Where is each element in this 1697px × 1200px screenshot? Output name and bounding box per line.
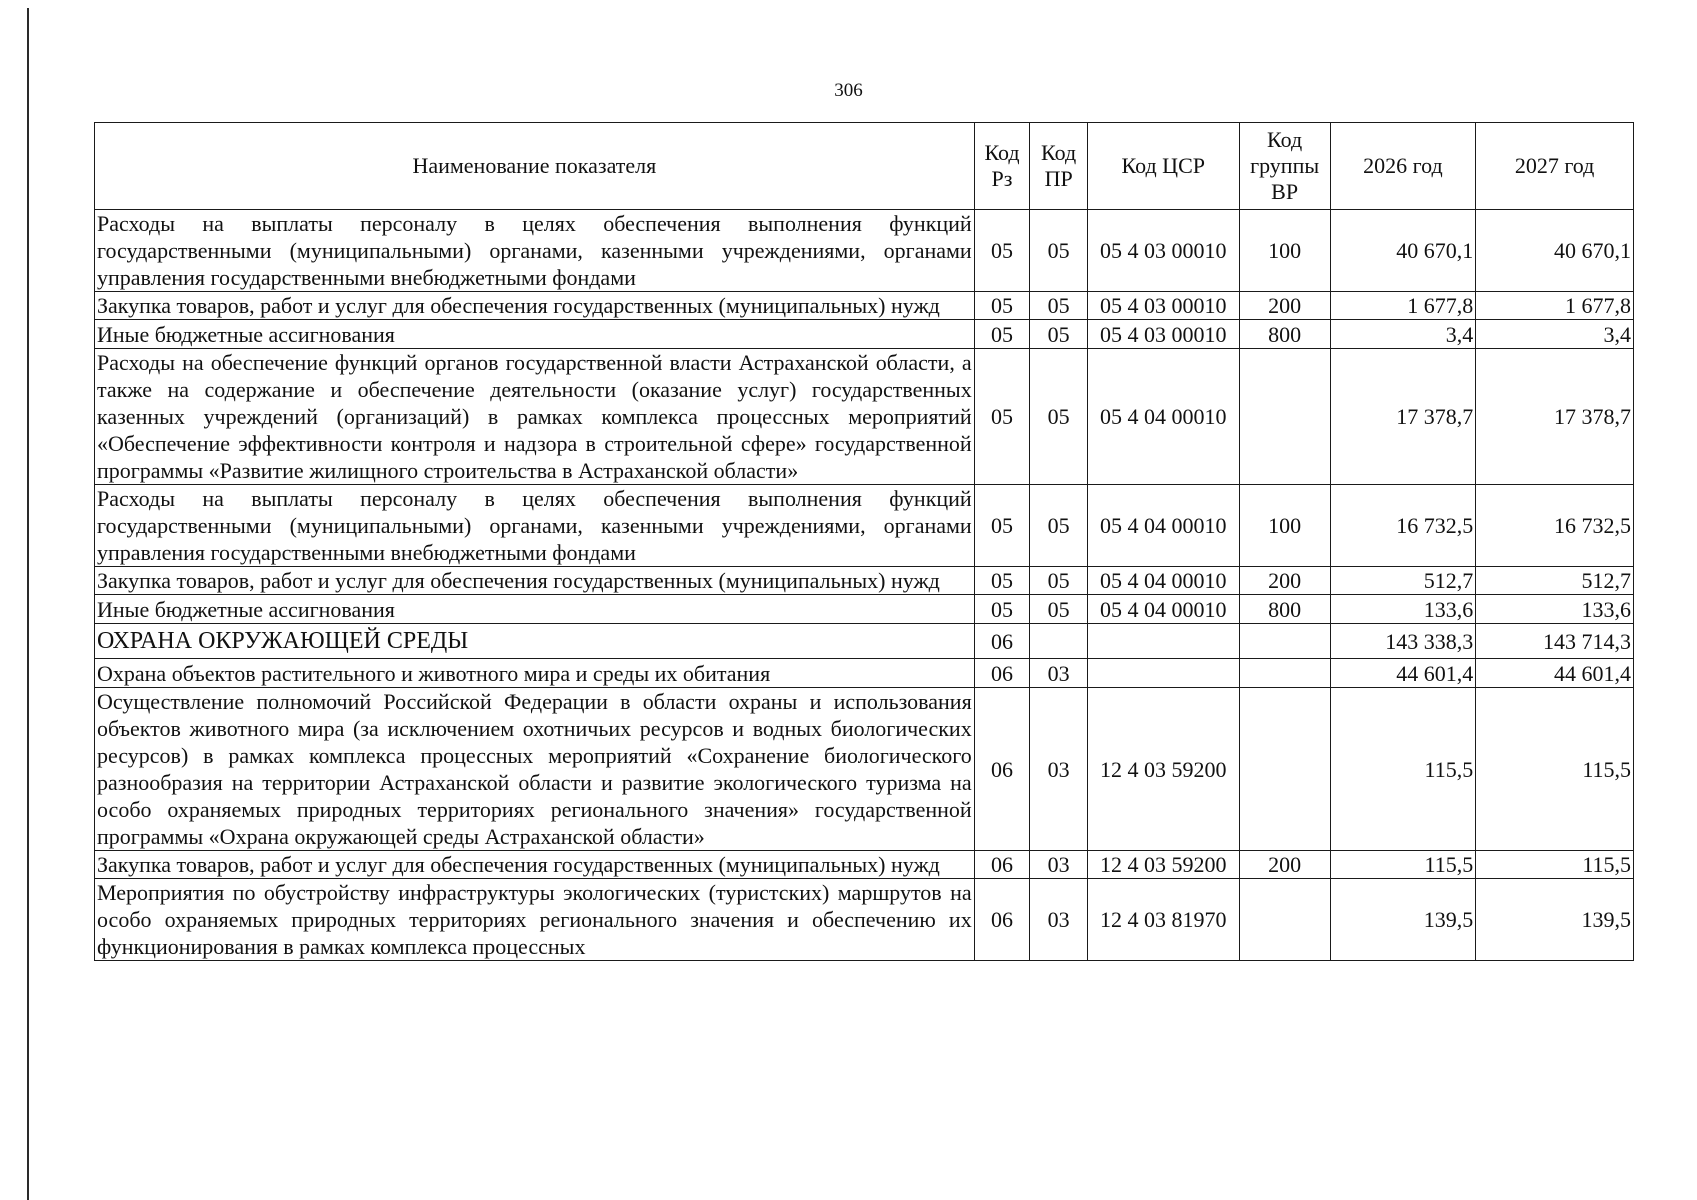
row-vr: [1239, 659, 1330, 688]
row-2027: 115,5: [1476, 688, 1634, 851]
table-row: [95, 879, 1634, 961]
table-row: [95, 210, 1634, 292]
row-2027: 16 732,5: [1476, 485, 1634, 567]
row-2026: 40 670,1: [1330, 210, 1476, 292]
row-2027: 133,6: [1476, 595, 1634, 624]
row-vr: [1239, 879, 1330, 961]
row-rz: 06: [974, 879, 1030, 961]
row-csr: [1087, 624, 1239, 659]
row-pr: 03: [1030, 851, 1088, 879]
row-name: Расходы на выплаты персоналу в целях обеспечения выполнения функций государственными (муниципальными) органами, казенными учреждениями, органами управления государственными внебюджетными фондами: [95, 210, 975, 292]
row-rz: 06: [974, 688, 1030, 851]
row-name: ОХРАНА ОКРУЖАЮЩЕЙ СРЕДЫ: [95, 624, 975, 659]
row-csr: 12 4 03 81970: [1087, 879, 1239, 961]
row-2026: 3,4: [1330, 320, 1476, 349]
row-2026: 16 732,5: [1330, 485, 1476, 567]
header-pr: Код ПР: [1030, 123, 1088, 210]
row-2027: 139,5: [1476, 879, 1634, 961]
row-name: Иные бюджетные ассигнования: [95, 595, 975, 624]
row-csr: 12 4 03 59200: [1087, 851, 1239, 879]
row-pr: 03: [1030, 879, 1088, 961]
row-rz: 05: [974, 567, 1030, 595]
row-2026: 133,6: [1330, 595, 1476, 624]
row-2026: 17 378,7: [1330, 349, 1476, 485]
row-csr: 12 4 03 59200: [1087, 688, 1239, 851]
row-name: Иные бюджетные ассигнования: [95, 320, 975, 349]
row-2026: 512,7: [1330, 567, 1476, 595]
header-2026: 2026 год: [1330, 123, 1476, 210]
row-rz: 06: [974, 659, 1030, 688]
row-csr: 05 4 03 00010: [1087, 210, 1239, 292]
row-2026: 115,5: [1330, 688, 1476, 851]
row-rz: 06: [974, 624, 1030, 659]
row-pr: [1030, 624, 1088, 659]
row-vr: 800: [1239, 320, 1330, 349]
row-2027: 115,5: [1476, 851, 1634, 879]
row-pr: 05: [1030, 567, 1088, 595]
row-rz: 05: [974, 320, 1030, 349]
row-2027: 1 677,8: [1476, 292, 1634, 320]
header-2027: 2027 год: [1476, 123, 1634, 210]
row-name: Расходы на обеспечение функций органов государственной власти Астраханской области, а также на содержание и обеспечение деятельности (оказание услуг) государственных казенных учреждений (организаций) в рамках комплекса процессных мероприятий «Обеспечение эффективности контроля и надзора в строительной сфере» государственной программы «Развитие жилищного строительства в Астраханской области»: [95, 349, 975, 485]
table-row: [95, 320, 1634, 349]
table-row-section: [95, 624, 1634, 659]
row-csr: 05 4 04 00010: [1087, 567, 1239, 595]
row-name: Мероприятия по обустройству инфраструктуры экологических (туристских) маршрутов на особо охраняемых природных территориях регионального значения и обеспечению их функционирования в рамках комплекса процессных: [95, 879, 975, 961]
row-csr: 05 4 04 00010: [1087, 595, 1239, 624]
row-csr: [1087, 659, 1239, 688]
row-vr: 100: [1239, 210, 1330, 292]
row-csr: 05 4 03 00010: [1087, 320, 1239, 349]
header-csr: Код ЦСР: [1087, 123, 1239, 210]
row-pr: 03: [1030, 659, 1088, 688]
row-vr: 200: [1239, 292, 1330, 320]
row-rz: 05: [974, 485, 1030, 567]
row-name: Расходы на выплаты персоналу в целях обеспечения выполнения функций государственными (муниципальными) органами, казенными учреждениями, органами управления государственными внебюджетными фондами: [95, 485, 975, 567]
header-name: Наименование показателя: [95, 123, 975, 210]
row-rz: 05: [974, 349, 1030, 485]
page-number: 306: [834, 80, 863, 101]
row-pr: 05: [1030, 349, 1088, 485]
row-name: Закупка товаров, работ и услуг для обеспечения государственных (муниципальных) нужд: [95, 292, 975, 320]
row-2027: 17 378,7: [1476, 349, 1634, 485]
table-row: [95, 349, 1634, 485]
header-rz: Код Рз: [974, 123, 1030, 210]
row-vr: 100: [1239, 485, 1330, 567]
row-csr: 05 4 04 00010: [1087, 349, 1239, 485]
row-2027: 3,4: [1476, 320, 1634, 349]
row-vr: 800: [1239, 595, 1330, 624]
table-header-row: [95, 123, 1634, 210]
row-2027: 40 670,1: [1476, 210, 1634, 292]
table-row: [95, 595, 1634, 624]
row-name: Осуществление полномочий Российской Федерации в области охраны и использования объектов животного мира (за исключением охотничьих ресурсов и водных биологических ресурсов) в рамках комплекса процессных мероприятий «Сохранение биологического разнообразия на территории Астраханской области и развитие экологического туризма на особо охраняемых природных территориях регионального значения» государственной программы «Охрана окружающей среды Астраханской области»: [95, 688, 975, 851]
row-2027: 143 714,3: [1476, 624, 1634, 659]
table-row: [95, 292, 1634, 320]
row-pr: 03: [1030, 688, 1088, 851]
row-rz: 05: [974, 595, 1030, 624]
row-2026: 139,5: [1330, 879, 1476, 961]
row-csr: 05 4 04 00010: [1087, 485, 1239, 567]
row-vr: [1239, 688, 1330, 851]
row-2026: 1 677,8: [1330, 292, 1476, 320]
table-row: [95, 659, 1634, 688]
row-rz: 05: [974, 292, 1030, 320]
row-2027: 512,7: [1476, 567, 1634, 595]
header-vr: Код группы ВР: [1239, 123, 1330, 210]
row-2026: 115,5: [1330, 851, 1476, 879]
table-row: [95, 485, 1634, 567]
row-2027: 44 601,4: [1476, 659, 1634, 688]
table-row: [95, 688, 1634, 851]
row-csr: 05 4 03 00010: [1087, 292, 1239, 320]
left-margin-line: [27, 8, 29, 1200]
table-row: [95, 851, 1634, 879]
row-pr: 05: [1030, 485, 1088, 567]
row-vr: [1239, 624, 1330, 659]
row-name: Закупка товаров, работ и услуг для обеспечения государственных (муниципальных) нужд: [95, 851, 975, 879]
row-name: Закупка товаров, работ и услуг для обеспечения государственных (муниципальных) нужд: [95, 567, 975, 595]
row-pr: 05: [1030, 595, 1088, 624]
table-row: [95, 567, 1634, 595]
row-vr: 200: [1239, 851, 1330, 879]
row-2026: 44 601,4: [1330, 659, 1476, 688]
row-pr: 05: [1030, 320, 1088, 349]
row-rz: 06: [974, 851, 1030, 879]
row-pr: 05: [1030, 210, 1088, 292]
row-vr: [1239, 349, 1330, 485]
row-name: Охрана объектов растительного и животного мира и среды их обитания: [95, 659, 975, 688]
budget-table: [94, 122, 1634, 961]
row-pr: 05: [1030, 292, 1088, 320]
row-vr: 200: [1239, 567, 1330, 595]
row-2026: 143 338,3: [1330, 624, 1476, 659]
row-rz: 05: [974, 210, 1030, 292]
